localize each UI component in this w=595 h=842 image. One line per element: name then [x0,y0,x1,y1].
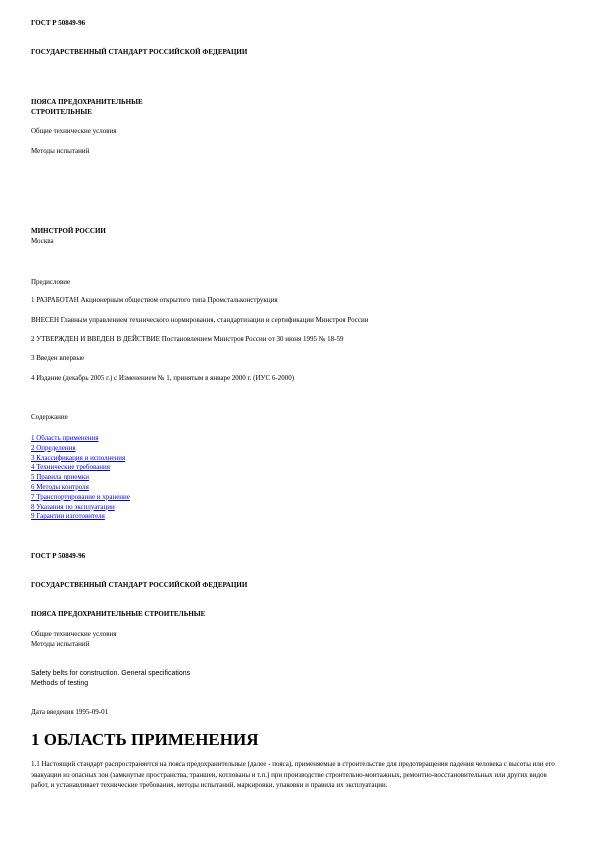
doc-code-2: ГОСТ Р 50849-96 [31,552,86,560]
toc-heading: Содержание [31,413,68,421]
subtitle-general-2: Общие технические условия [31,630,117,638]
table-of-contents [31,434,130,522]
toc-link-3[interactable]: 3 Классификация и исполнения [31,453,126,462]
state-standard-label-2: ГОСУДАРСТВЕННЫЙ СТАНДАРТ РОССИЙСКОЙ ФЕДЕРАЦИИ [31,581,248,589]
english-title-1: Safety belts for construction. General specifications [31,670,191,677]
toc-link-5[interactable]: 5 Правила приемки [31,473,89,482]
foreword-p2: ВНЕСЕН Главным управлением технического нормирования, стандартизации и сертификации Минстроя России [31,316,369,324]
toc-link-8[interactable]: 8 Указания по эксплуатации [31,502,115,511]
subtitle-general: Общие технические условия [31,127,117,135]
foreword-p5: 4 Издание (декабрь 2005 г.) с Изменением № 1, принятым в январе 2000 г. (ИУС 6-2000) [31,374,295,382]
toc-link-6[interactable]: 6 Методы контроля [31,482,89,491]
section-1-heading: 1 ОБЛАСТЬ ПРИМЕНЕНИЯ [31,730,259,749]
subtitle-methods: Методы испытаний [31,147,90,155]
toc-link-9[interactable]: 9 Гарантии изготовителя [31,512,105,521]
toc-link-1[interactable]: 1 Область применения [31,434,99,442]
toc-link-2[interactable]: 2 Определения [31,443,76,452]
foreword-heading: Предисловие [31,278,71,286]
foreword-p1: 1 РАЗРАБОТАН Акционерным обществом открытого типа Промстальконструкция [31,296,278,304]
title-line-1: ПОЯСА ПРЕДОХРАНИТЕЛЬНЫЕ [31,98,143,106]
doc-code: ГОСТ Р 50849-96 [31,19,86,27]
foreword-p3-rest: Постановлением Минстроя России от 30 июня 1995 № 18-59 [159,335,344,343]
english-title-2: Methods of testing [31,680,89,687]
foreword-p3-bold: 2 УТВЕРЖДЕН И ВВЕДЕН В ДЕЙСТВИЕ [31,335,160,343]
city-label: Москва [31,237,54,245]
subtitle-methods-2: Методы испытаний [31,640,90,648]
title-full: ПОЯСА ПРЕДОХРАНИТЕЛЬНЫЕ СТРОИТЕЛЬНЫЕ [31,610,206,618]
toc-link-7[interactable]: 7 Транспортирование и хранение [31,492,130,501]
toc-link-4[interactable]: 4 Технические требования [31,463,111,472]
section-1-paragraph: 1.1 Настоящий стандарт распространяется на пояса предохранительные (далее - пояса), применяемые в строительстве для предотвращения падения человека с высоты или его эвакуации из опасных зон (замкнутые пространства, траншеи, котлованы и т.п.) при производстве строительно-монтажных, ремонтно-восстановительных или других видов работ, и устанавливает технические требования, методы испытаний, маркировки, упаковки и правила их эксплуатации. [31,760,555,789]
effective-date: Дата введения 1995-09-01 [31,708,109,716]
title-line-2: СТРОИТЕЛЬНЫЕ [31,108,92,116]
foreword-p4: 3 Введен впервые [31,354,85,362]
ministry-label: МИНСТРОЙ РОССИИ [31,227,106,235]
state-standard-label: ГОСУДАРСТВЕННЫЙ СТАНДАРТ РОССИЙСКОЙ ФЕДЕРАЦИИ [31,48,248,56]
foreword-p3 [31,335,343,344]
